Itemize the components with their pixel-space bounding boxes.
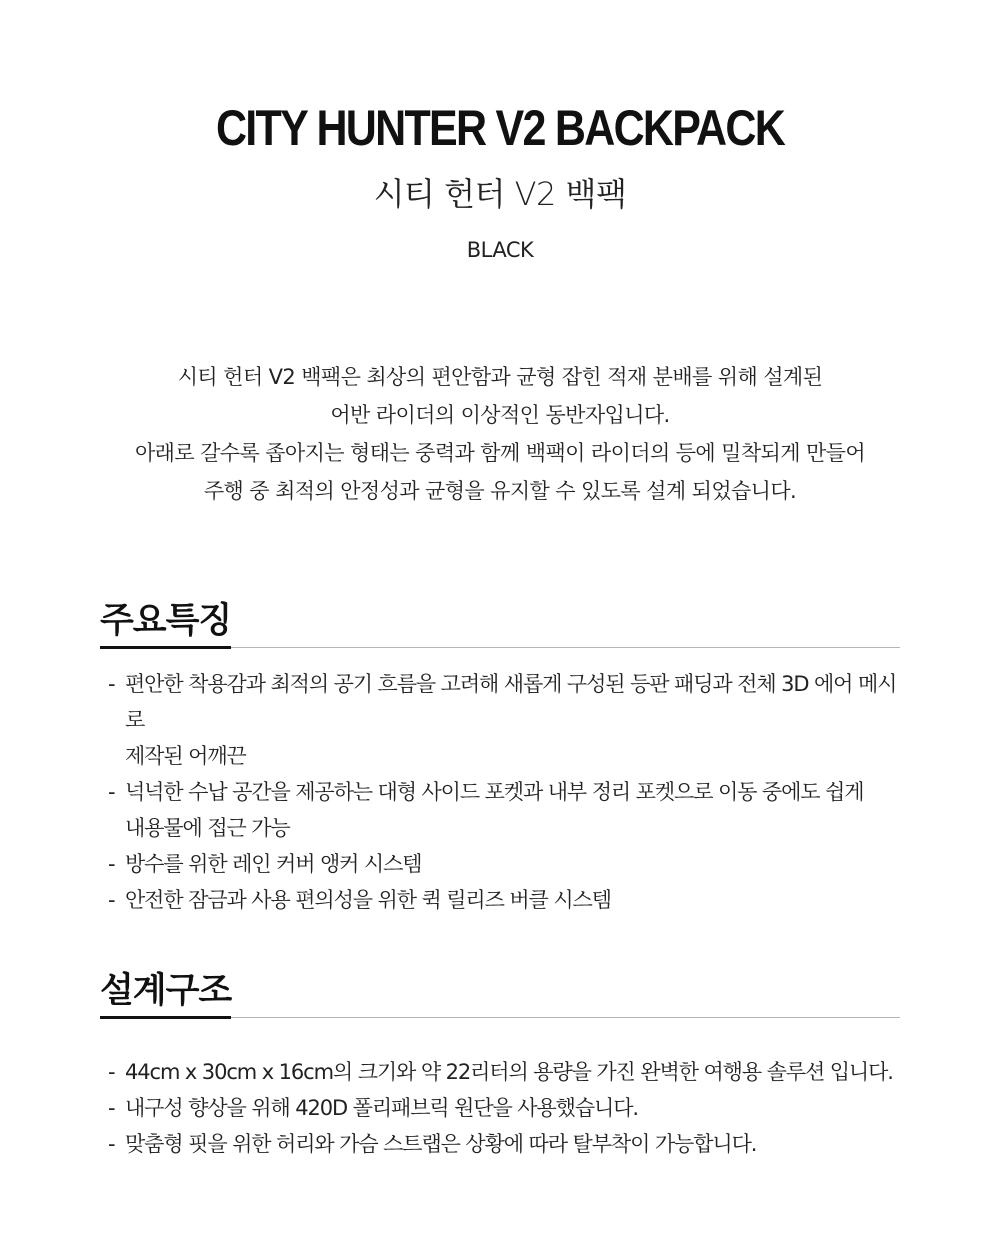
list-item xyxy=(108,1054,908,1090)
list-item-text: 방수를 위한 레인 커버 앵커 시스템 xyxy=(125,852,422,876)
list-item xyxy=(108,666,908,774)
product-title: CITY HUNTER V2 BACKPACK xyxy=(215,100,785,156)
bullet-dash: - xyxy=(108,1060,115,1084)
features-section-header xyxy=(100,600,900,648)
bullet-dash: - xyxy=(108,1132,115,1156)
bullet-dash: - xyxy=(108,672,115,696)
product-color: BLACK xyxy=(466,238,534,262)
description-line: 시티 헌터 V2 백팩은 최상의 편안함과 균형 잡힌 적재 분배를 위해 설계된 xyxy=(177,365,823,389)
list-item-text: 안전한 잠금과 사용 편의성을 위한 퀵 릴리즈 버클 시스템 xyxy=(125,888,611,912)
list-item xyxy=(108,882,908,918)
list-item-text-continued: 내용물에 접근 가능 xyxy=(125,816,290,840)
features-heading: 주요특징 xyxy=(100,599,231,649)
list-item-text: 맞춤형 핏을 위한 허리와 가슴 스트랩은 상황에 따라 탈부착이 가능합니다. xyxy=(125,1132,757,1156)
list-item-text: 44cm x 30cm x 16cm의 크기와 약 22리터의 용량을 가진 완벽한 여행용 솔루션 입니다. xyxy=(125,1060,893,1084)
structure-heading: 설계구조 xyxy=(100,969,231,1019)
list-item xyxy=(108,846,908,882)
list-item xyxy=(108,1126,908,1162)
list-item-text-continued: 제작된 어깨끈 xyxy=(125,744,246,768)
structure-section-header xyxy=(100,970,900,1018)
features-list xyxy=(108,666,908,918)
list-item-text: 내구성 향상을 위해 420D 폴리패브릭 원단을 사용했습니다. xyxy=(125,1096,638,1120)
list-item xyxy=(108,774,908,846)
structure-list xyxy=(108,1054,908,1162)
bullet-dash: - xyxy=(108,780,115,804)
description-line: 아래로 갈수록 좁아지는 형태는 중력과 함께 백팩이 라이더의 등에 밀착되게 만들어 xyxy=(134,441,866,465)
list-item xyxy=(108,1090,908,1126)
list-item-text: 편안한 착용감과 최적의 공기 흐름을 고려해 새롭게 구성된 등판 패딩과 전체 3D 에어 메시로 xyxy=(125,672,897,732)
description-line: 어반 라이더의 이상적인 동반자입니다. xyxy=(330,403,670,427)
product-subtitle-korean: 시티 헌터 V2 백팩 xyxy=(373,175,627,213)
product-description xyxy=(0,358,1000,510)
bullet-dash: - xyxy=(108,1096,115,1120)
list-item-text: 넉넉한 수납 공간을 제공하는 대형 사이드 포켓과 내부 정리 포켓으로 이동 중에도 쉽게 xyxy=(125,780,864,804)
description-line: 주행 중 최적의 안정성과 균형을 유지할 수 있도록 설계 되었습니다. xyxy=(203,479,797,503)
bullet-dash: - xyxy=(108,888,115,912)
bullet-dash: - xyxy=(108,852,115,876)
